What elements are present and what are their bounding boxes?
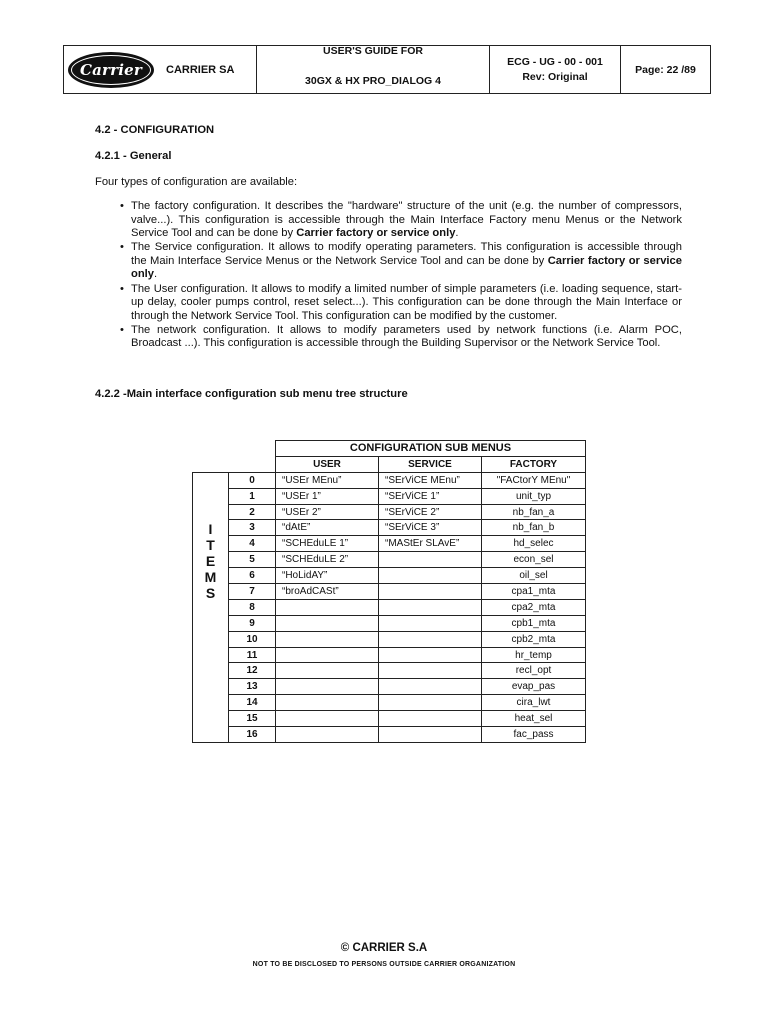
service-cell (379, 727, 482, 743)
item-number: 7 (229, 584, 276, 600)
factory-cell: cpb1_mta (482, 615, 586, 631)
service-cell: “SErViCE 3” (379, 520, 482, 536)
table-row (193, 711, 586, 727)
service-cell: “SErViCE 1” (379, 488, 482, 504)
user-cell (276, 647, 379, 663)
factory-cell: evap_pas (482, 679, 586, 695)
configuration-types-list (115, 200, 682, 352)
table-row (193, 472, 586, 488)
factory-cell: cpa2_mta (482, 599, 586, 615)
item-number: 8 (229, 599, 276, 615)
factory-cell: nb_fan_a (482, 504, 586, 520)
user-cell (276, 615, 379, 631)
table-row (193, 695, 586, 711)
column-header-factory: FACTORY (482, 456, 586, 472)
user-cell (276, 695, 379, 711)
item-number: 3 (229, 520, 276, 536)
user-cell: “USEr 1” (276, 488, 379, 504)
user-cell (276, 727, 379, 743)
item-number: 6 (229, 568, 276, 584)
service-cell (379, 615, 482, 631)
table-row (193, 679, 586, 695)
factory-cell: oil_sel (482, 568, 586, 584)
table-row (193, 663, 586, 679)
user-cell: “HoLidAY” (276, 568, 379, 584)
item-number: 16 (229, 727, 276, 743)
carrier-logo (68, 52, 154, 88)
doc-revision: Rev: Original (522, 70, 588, 83)
factory-cell: unit_typ (482, 488, 586, 504)
factory-cell: econ_sel (482, 552, 586, 568)
item-number: 15 (229, 711, 276, 727)
user-cell (276, 663, 379, 679)
item-number: 10 (229, 631, 276, 647)
factory-cell: hr_temp (482, 647, 586, 663)
item-number: 14 (229, 695, 276, 711)
service-cell: “MAStEr SLAvE” (379, 536, 482, 552)
list-item: • The network configuration. It allows to modify parameters used by network functions (i.e. Alarm POC, Broadcast ...). This configuration is accessible through the Building Supervisor or the Network Service Tool. (115, 324, 682, 351)
items-label-cell (193, 472, 229, 742)
item-number: 9 (229, 615, 276, 631)
table-row (193, 631, 586, 647)
item-number: 12 (229, 663, 276, 679)
service-cell (379, 647, 482, 663)
table-row (193, 520, 586, 536)
table-row (193, 552, 586, 568)
item-number: 2 (229, 504, 276, 520)
header-ref-cell (490, 46, 621, 93)
column-header-service: SERVICE (379, 456, 482, 472)
user-cell: “broAdCASt” (276, 584, 379, 600)
items-label: I T E M S (204, 520, 217, 601)
factory-cell: cpa1_mta (482, 584, 586, 600)
service-cell: “SErViCE 2” (379, 504, 482, 520)
user-cell (276, 599, 379, 615)
table-row (193, 727, 586, 743)
table-row (193, 584, 586, 600)
factory-cell: nb_fan_b (482, 520, 586, 536)
service-cell (379, 711, 482, 727)
table-body (193, 472, 586, 742)
service-cell (379, 599, 482, 615)
doc-reference: ECG - UG - 00 - 001 (507, 55, 603, 68)
user-cell (276, 631, 379, 647)
page-number: Page: 22 /89 (635, 63, 696, 76)
copyright: © CARRIER S.A (340, 942, 428, 954)
factory-cell: cira_lwt (482, 695, 586, 711)
subsection-heading: 4.2.1 - General (95, 150, 172, 162)
service-cell (379, 552, 482, 568)
user-cell: “USEr MEnu” (276, 472, 379, 488)
item-number: 0 (229, 472, 276, 488)
table-row (193, 488, 586, 504)
configuration-table (192, 440, 586, 743)
company-name: CARRIER SA (166, 63, 235, 76)
confidentiality-notice: NOT TO BE DISCLOSED TO PERSONS OUTSIDE CARRIER ORGANIZATION (252, 961, 516, 968)
factory-cell: heat_sel (482, 711, 586, 727)
header-title-cell (257, 46, 490, 93)
table-row (193, 599, 586, 615)
factory-cell: cpb2_mta (482, 631, 586, 647)
list-item: • The User configuration. It allows to modify a limited number of simple parameters (i.e. loading sequence, start-up delay, cooler pumps control, reset select...). This configuration can be done through the Main Interface or through the Network Service Tool. This configuration can be modified by the customer. (115, 283, 682, 324)
section-heading: 4.2 - CONFIGURATION (95, 124, 215, 136)
table-row (193, 647, 586, 663)
table-row (193, 504, 586, 520)
table-row (193, 536, 586, 552)
column-header-user: USER (276, 456, 379, 472)
table-title: CONFIGURATION SUB MENUS (276, 441, 586, 457)
service-cell (379, 695, 482, 711)
factory-cell: fac_pass (482, 727, 586, 743)
header-logo-cell (64, 46, 257, 93)
item-number: 13 (229, 679, 276, 695)
table-row (193, 568, 586, 584)
service-cell (379, 631, 482, 647)
user-cell: “USEr 2” (276, 504, 379, 520)
item-number: 1 (229, 488, 276, 504)
title-line-2: 30GX & HX PRO_DIALOG 4 (305, 75, 441, 87)
list-item: • The factory configuration. It describes the "hardware" structure of the unit (e.g. the number of compressors, valve...). This configuration is accessible through the Main Interface Factory menu Menus or the Network Service Tool and can be done by Carrier factory or service only. (115, 200, 682, 241)
user-cell (276, 679, 379, 695)
factory-cell: recl_opt (482, 663, 586, 679)
subsection-heading-2: 4.2.2 -Main interface configuration sub menu tree structure (95, 388, 408, 400)
service-cell (379, 568, 482, 584)
service-cell: “SErViCE MEnu” (379, 472, 482, 488)
service-cell (379, 663, 482, 679)
factory-cell: "FACtorY MEnu" (482, 472, 586, 488)
user-cell: “SCHEduLE 2” (276, 552, 379, 568)
user-cell: “SCHEduLE 1” (276, 536, 379, 552)
service-cell (379, 679, 482, 695)
carrier-logo-text: Carrier (71, 55, 151, 85)
user-cell: “dAtE” (276, 520, 379, 536)
service-cell (379, 584, 482, 600)
item-number: 5 (229, 552, 276, 568)
item-number: 11 (229, 647, 276, 663)
factory-cell: hd_selec (482, 536, 586, 552)
title-line-1: USER'S GUIDE FOR (323, 45, 423, 57)
document-header (63, 45, 711, 94)
intro-paragraph: Four types of configuration are available: (95, 176, 298, 188)
table-row (193, 615, 586, 631)
list-item: • The Service configuration. It allows to modify operating parameters. This configuration is accessible through the Main Interface Service Menus or the Network Service Tool and can be done by Carrier factory or service only. (115, 241, 682, 282)
item-number: 4 (229, 536, 276, 552)
user-cell (276, 711, 379, 727)
